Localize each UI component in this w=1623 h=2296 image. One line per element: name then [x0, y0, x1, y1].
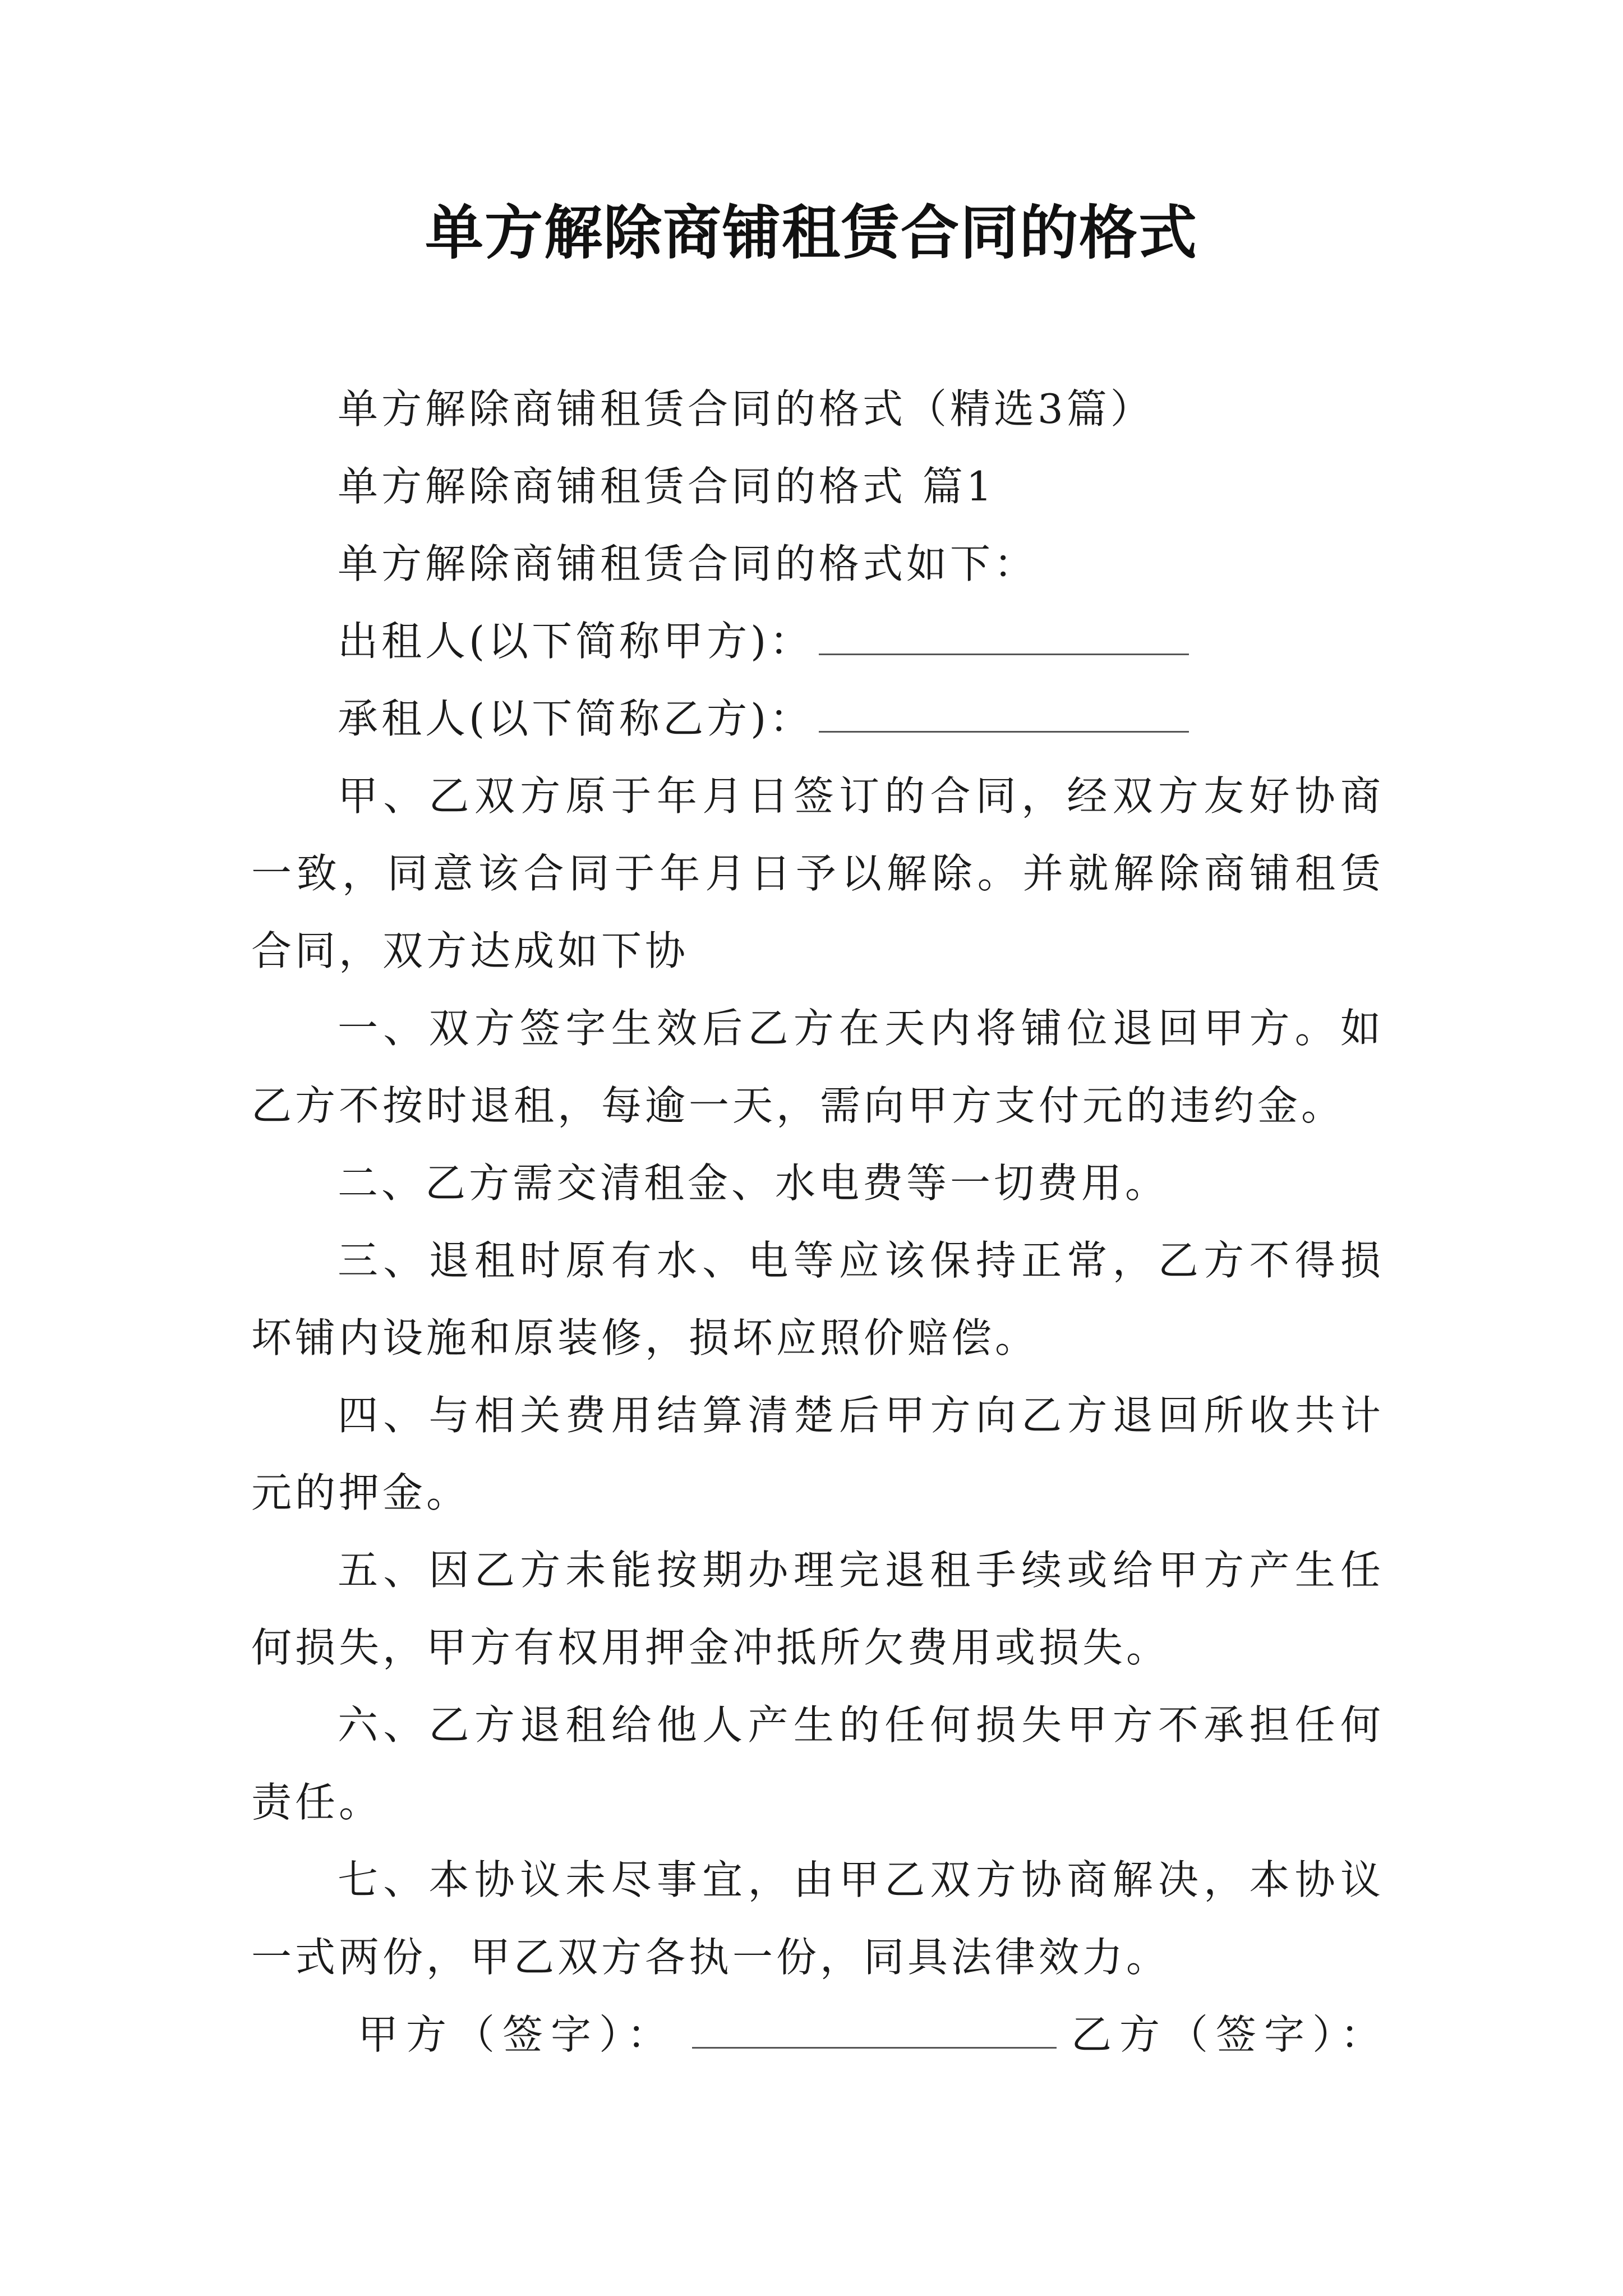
party-b-signature-label: 乙方（签字）： [1071, 2011, 1389, 2058]
intro-line: 单方解除商铺租赁合同的格式如下： [338, 540, 1038, 587]
clause-2: 二、乙方需交清租金、水电费等一切费用。 [338, 1159, 1169, 1207]
lessor-label: 出租人(以下简称甲方)： [338, 618, 814, 665]
party-a-signature-label: 甲方（签字）： [358, 2011, 676, 2058]
signature-row [251, 1996, 1389, 2073]
preamble-paragraph: 甲、乙双方原于年月日签订的合同，经双方友好协商一致，同意该合同于年月日予以解除。并就解除商铺租赁合同，双方达成如下协 [251, 772, 1384, 974]
subtitle: 单方解除商铺租赁合同的格式（精选3篇） [338, 385, 1154, 432]
lessee-blank-line [819, 686, 1189, 733]
lessor-line [251, 602, 1384, 680]
party-a-signature-line [692, 2002, 1057, 2049]
lessee-label: 承租人(以下简称乙方)： [338, 695, 814, 742]
clause-1: 一、双方签字生效后乙方在天内将铺位退回甲方。如乙方不按时退租，每逾一天，需向甲方支付元的违约金。 [251, 1005, 1384, 1129]
clause-7: 七、本协议未尽事宜，由甲乙双方协商解决，本协议一式两份，甲乙双方各执一份，同具法律效力。 [251, 1856, 1384, 1981]
clause-5: 五、因乙方未能按期办理完退租手续或给甲方产生任何损失，甲方有权用押金冲抵所欠费用或损失。 [251, 1547, 1384, 1671]
document-title: 单方解除商铺租赁合同的格式 [425, 199, 1198, 267]
lessor-blank-line [819, 609, 1189, 655]
clause-4: 四、与相关费用结算清楚后甲方向乙方退回所收共计元的押金。 [251, 1392, 1384, 1516]
section-heading: 单方解除商铺租赁合同的格式 篇1 [338, 463, 995, 510]
clause-6: 六、乙方退租给他人产生的任何损失甲方不承担任何责任。 [251, 1701, 1384, 1826]
clause-3: 三、退租时原有水、电等应该保持正常，乙方不得损坏铺内设施和原装修，损坏应照价赔偿。 [251, 1237, 1384, 1361]
document-body [251, 370, 1389, 2073]
lessee-line [251, 680, 1384, 757]
